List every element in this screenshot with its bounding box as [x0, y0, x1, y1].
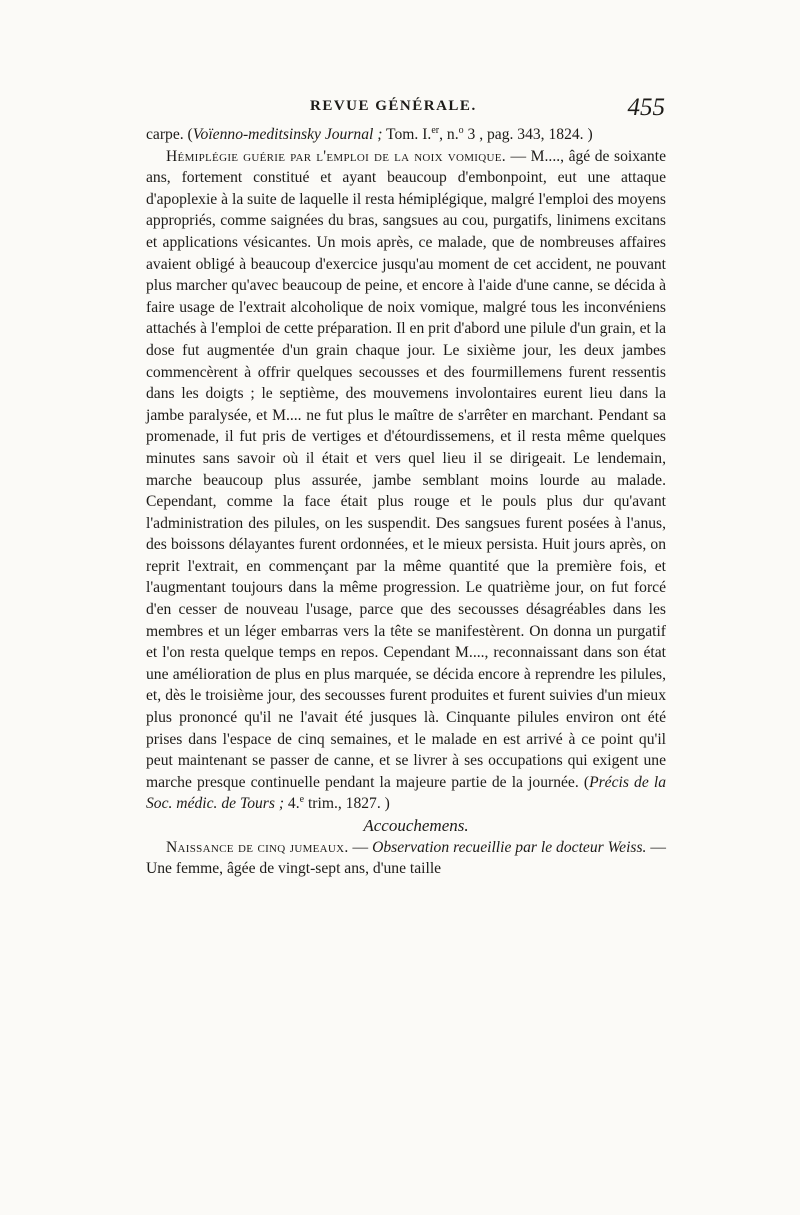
- body-text: [146, 124, 666, 880]
- source-citation: Précis de la Soc. médic. de Tours ;: [146, 773, 666, 813]
- text-run: 4.: [284, 795, 300, 813]
- section-title: Accouchemens.: [363, 816, 469, 835]
- article-hemiplegie: [146, 146, 666, 815]
- article-body: — M...., âgé de soixante ans, fortement constitué et ayant beaucoup d'embonpoint, eut une attaque d'apoplexie à la suite de laquelle il resta hémiplégique, malgré l'emploi des moyens appropriés, comme saignées du bras, sangsues au cou, purgatifs, linimens excitans et applications vésicantes. Un mois après, ce malade, que de nombreuses affaires avaient obligé à beaucoup d'exercice jusqu'au moment de cet accident, ne pouvant plus marcher qu'avec beaucoup de peine, et encore à l'aide d'une canne, se décida à faire usage de l'extrait alcoholique de noix vomique, malgré tous les inconvéniens attachés à l'emploi de cette préparation. Il en prit d'abord une pilule d'un grain, et la dose fut augmentée d'un grain chaque jour. Le sixième jour, les deux jambes commencèrent à offrir quelques secousses et des fourmillemens furent ressentis dans les doigts ; le septième, des mouvemens involontaires eurent lieu dans la jambe paralysée, et M.... ne fut plus le maître de s'arrêter en marchant. Pendant sa promenade, il fut pris de vertiges et d'étourdissemens, et il resta même quelques minutes sans savoir où il était et vers quel lieu il se dirigeait. Le lendemain, marche beaucoup plus assurée, jambe semblant moins lourde au malade. Cependant, comme la face était plus rouge et le pouls plus dur qu'avant l'administration des pilules, on les suspendit. Des sangsues furent posées à l'anus, des boissons délayantes furent ordonnées, et le mieux persista. Huit jours après, on reprit l'extrait, en commençant par la même quantité que la première fois, et l'augmentant toujours dans la même progression. Le quatrième jour, on fut forcé d'en cesser de nouveau l'usage, parce que des secousses désagréables dans les membres et un léger embarras vers la tête se manifestèrent. On donna un purgatif et l'on resta quelque temps en repos. Cependant M...., reconnaissant dans son état une amélioration de plus en plus marquée, se décida encore à reprendre les pilules, et, dès le troisième jour, des secousses furent produites et furent suivies d'un mieux plus prononcé qu'il ne l'avait été jusques là. Cinquante pilules environ ont été prises dans l'espace de cinq semaines, et le malade en est arrivé à ce point qu'il peut maintenant se passer de canne, et se livrer à ses occupations qui exigent une marche presque continuelle pendant la majeure partie de la journée. (: [146, 147, 666, 791]
- article-heading: Hémiplégie guérie par l'emploi de la noix vomique.: [166, 147, 506, 165]
- text-run: trim., 1827. ): [304, 795, 390, 813]
- running-title: REVUE GÉNÉRALE.: [310, 98, 477, 114]
- page-number: 455: [627, 94, 665, 121]
- superscript: er: [431, 124, 440, 136]
- text-run: 3 , pag. 343, 1824. ): [463, 126, 593, 143]
- article-heading: Naissance de cinq jumeaux.: [166, 838, 349, 856]
- text-run: carpe. (: [146, 126, 193, 143]
- observation-title: Observation recueillie par le docteur Weiss.: [372, 838, 647, 856]
- page-header: [145, 94, 665, 128]
- article-body: — Une femme, âgée de vingt-sept ans, d'une taille: [146, 838, 666, 878]
- article-jumeaux: [146, 837, 666, 880]
- journal-title: Voïenno-meditsinsky Journal ;: [192, 126, 383, 143]
- citation-continuation: [146, 124, 666, 146]
- superscript: o: [458, 124, 464, 136]
- superscript: e: [299, 794, 305, 806]
- text-run: —: [348, 838, 373, 856]
- text-run: Tom. I.: [382, 126, 432, 143]
- text-run: , n.: [439, 126, 459, 143]
